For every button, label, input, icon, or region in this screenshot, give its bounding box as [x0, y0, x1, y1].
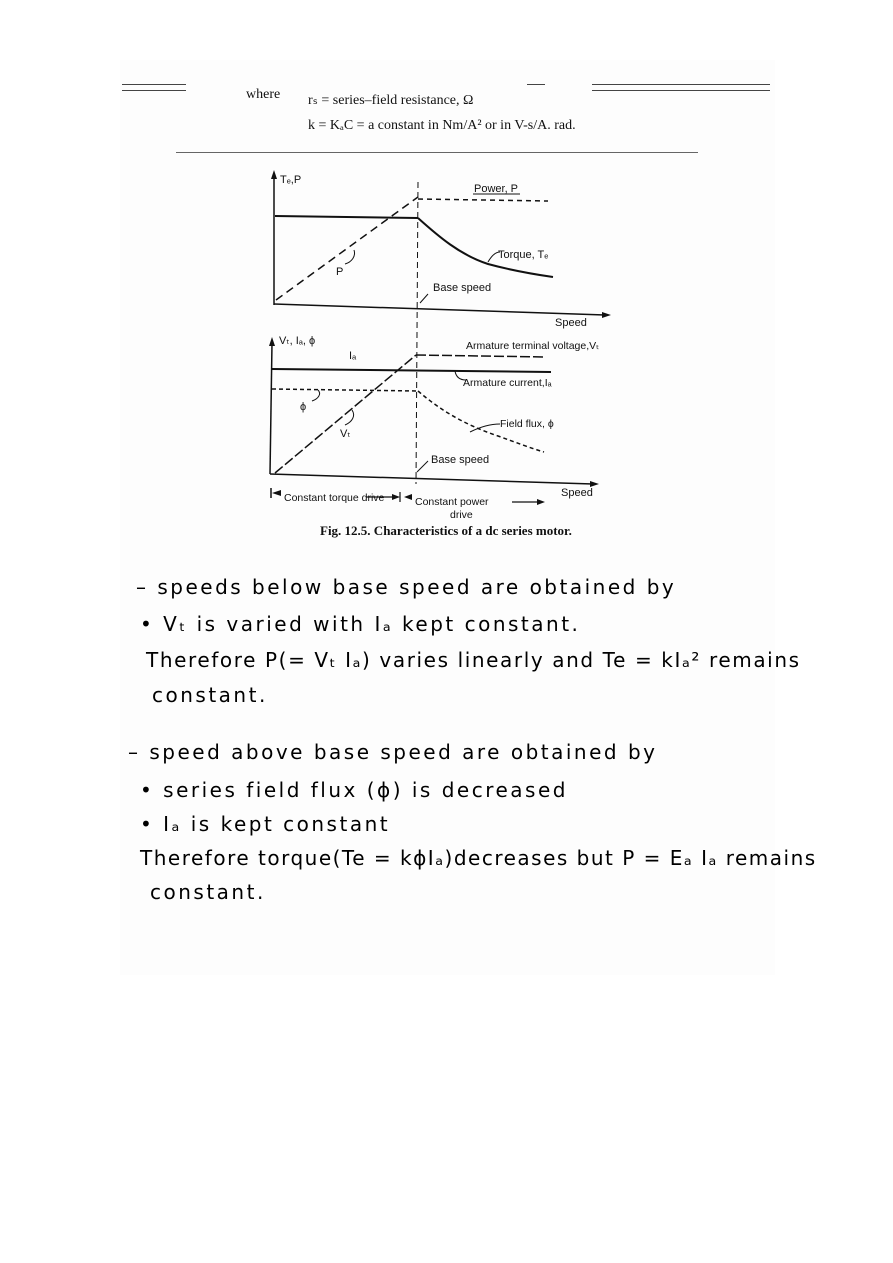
constant-power-arrowhead [537, 499, 545, 505]
p-marker-leader [345, 250, 355, 264]
torque-constant-line [275, 216, 418, 218]
power-constant-line [418, 199, 548, 201]
below-base-speed-heading: – speeds below base speed are obtained by [136, 575, 677, 599]
bottom-y-arrow [269, 337, 275, 346]
torque-curve [418, 218, 553, 277]
vt-marker-leader [345, 410, 354, 425]
figure-caption: Fig. 12.5. Characteristics of a dc series motor. [320, 523, 572, 538]
above-therefore-line2: constant. [150, 880, 266, 904]
top-x-axis [274, 304, 605, 315]
top-x-arrow [602, 312, 611, 318]
top-y-label: Tₑ,P [280, 174, 302, 186]
phi-marker: ϕ [300, 401, 307, 413]
armature-voltage-label: Armature terminal voltage,Vₜ [466, 340, 600, 352]
constant-power-label-drive: drive [450, 509, 473, 521]
armature-current-label: Armature current,Iₐ [463, 377, 552, 389]
phi-marker-leader [312, 390, 320, 401]
top-x-label: Speed [555, 317, 587, 329]
ia-marker: Iₐ [349, 350, 357, 362]
constant-torque-label: Constant torque drive [284, 492, 385, 504]
bottom-x-label: Speed [561, 487, 593, 499]
base-speed-leader-bottom [417, 461, 428, 472]
terminal-voltage-rising-line [275, 355, 416, 473]
base-speed-divider [416, 182, 418, 484]
above-bullet-ia-constant: • Iₐ is kept constant [140, 812, 391, 836]
vt-marker: Vₜ [340, 428, 351, 440]
base-speed-leader-top [420, 294, 428, 303]
field-flux-label: Field flux, ϕ [500, 418, 554, 430]
above-base-speed-heading: – speed above base speed are obtained by [128, 740, 658, 764]
base-speed-label-top: Base speed [433, 282, 492, 294]
terminal-voltage-constant-line [416, 355, 546, 357]
region-left-arrowhead [272, 490, 281, 496]
field-flux-constant-line [272, 389, 418, 391]
torque-label: Torque, Tₑ [498, 249, 549, 261]
power-label: Power, P [474, 183, 519, 195]
base-speed-label-bottom: Base speed [431, 454, 490, 466]
bottom-y-label: Vₜ, Iₐ, ϕ [279, 335, 316, 347]
below-therefore-line2: constant. [152, 683, 268, 707]
below-therefore-line1: Therefore P(= Vₜ Iₐ) varies linearly and Te = kIₐ² remains [146, 648, 801, 672]
armature-current-line [272, 369, 551, 372]
p-marker: P [336, 266, 344, 278]
constant-k-definition: k = KₐC = a constant in Nm/A² or in V-s/A. rad. [308, 118, 576, 133]
constant-power-left-arrowhead [404, 494, 412, 500]
where-label: where [246, 87, 281, 102]
constant-power-label: Constant power [415, 496, 489, 508]
constant-torque-arrowhead [392, 494, 400, 500]
below-bullet-vt-varied: • Vₜ is varied with Iₐ kept constant. [140, 612, 581, 636]
top-y-arrow [271, 170, 277, 179]
power-rising-line [276, 197, 418, 300]
above-bullet-flux-decreased: • series field flux (ϕ) is decreased [140, 778, 568, 802]
bottom-y-axis [270, 343, 272, 474]
above-therefore-line1: Therefore torque(Te = kϕIₐ)decreases but P = Eₐ Iₐ remains [140, 846, 817, 870]
bottom-x-axis [270, 474, 593, 484]
series-field-resistance-definition: rₛ = series–field resistance, Ω [308, 93, 474, 108]
